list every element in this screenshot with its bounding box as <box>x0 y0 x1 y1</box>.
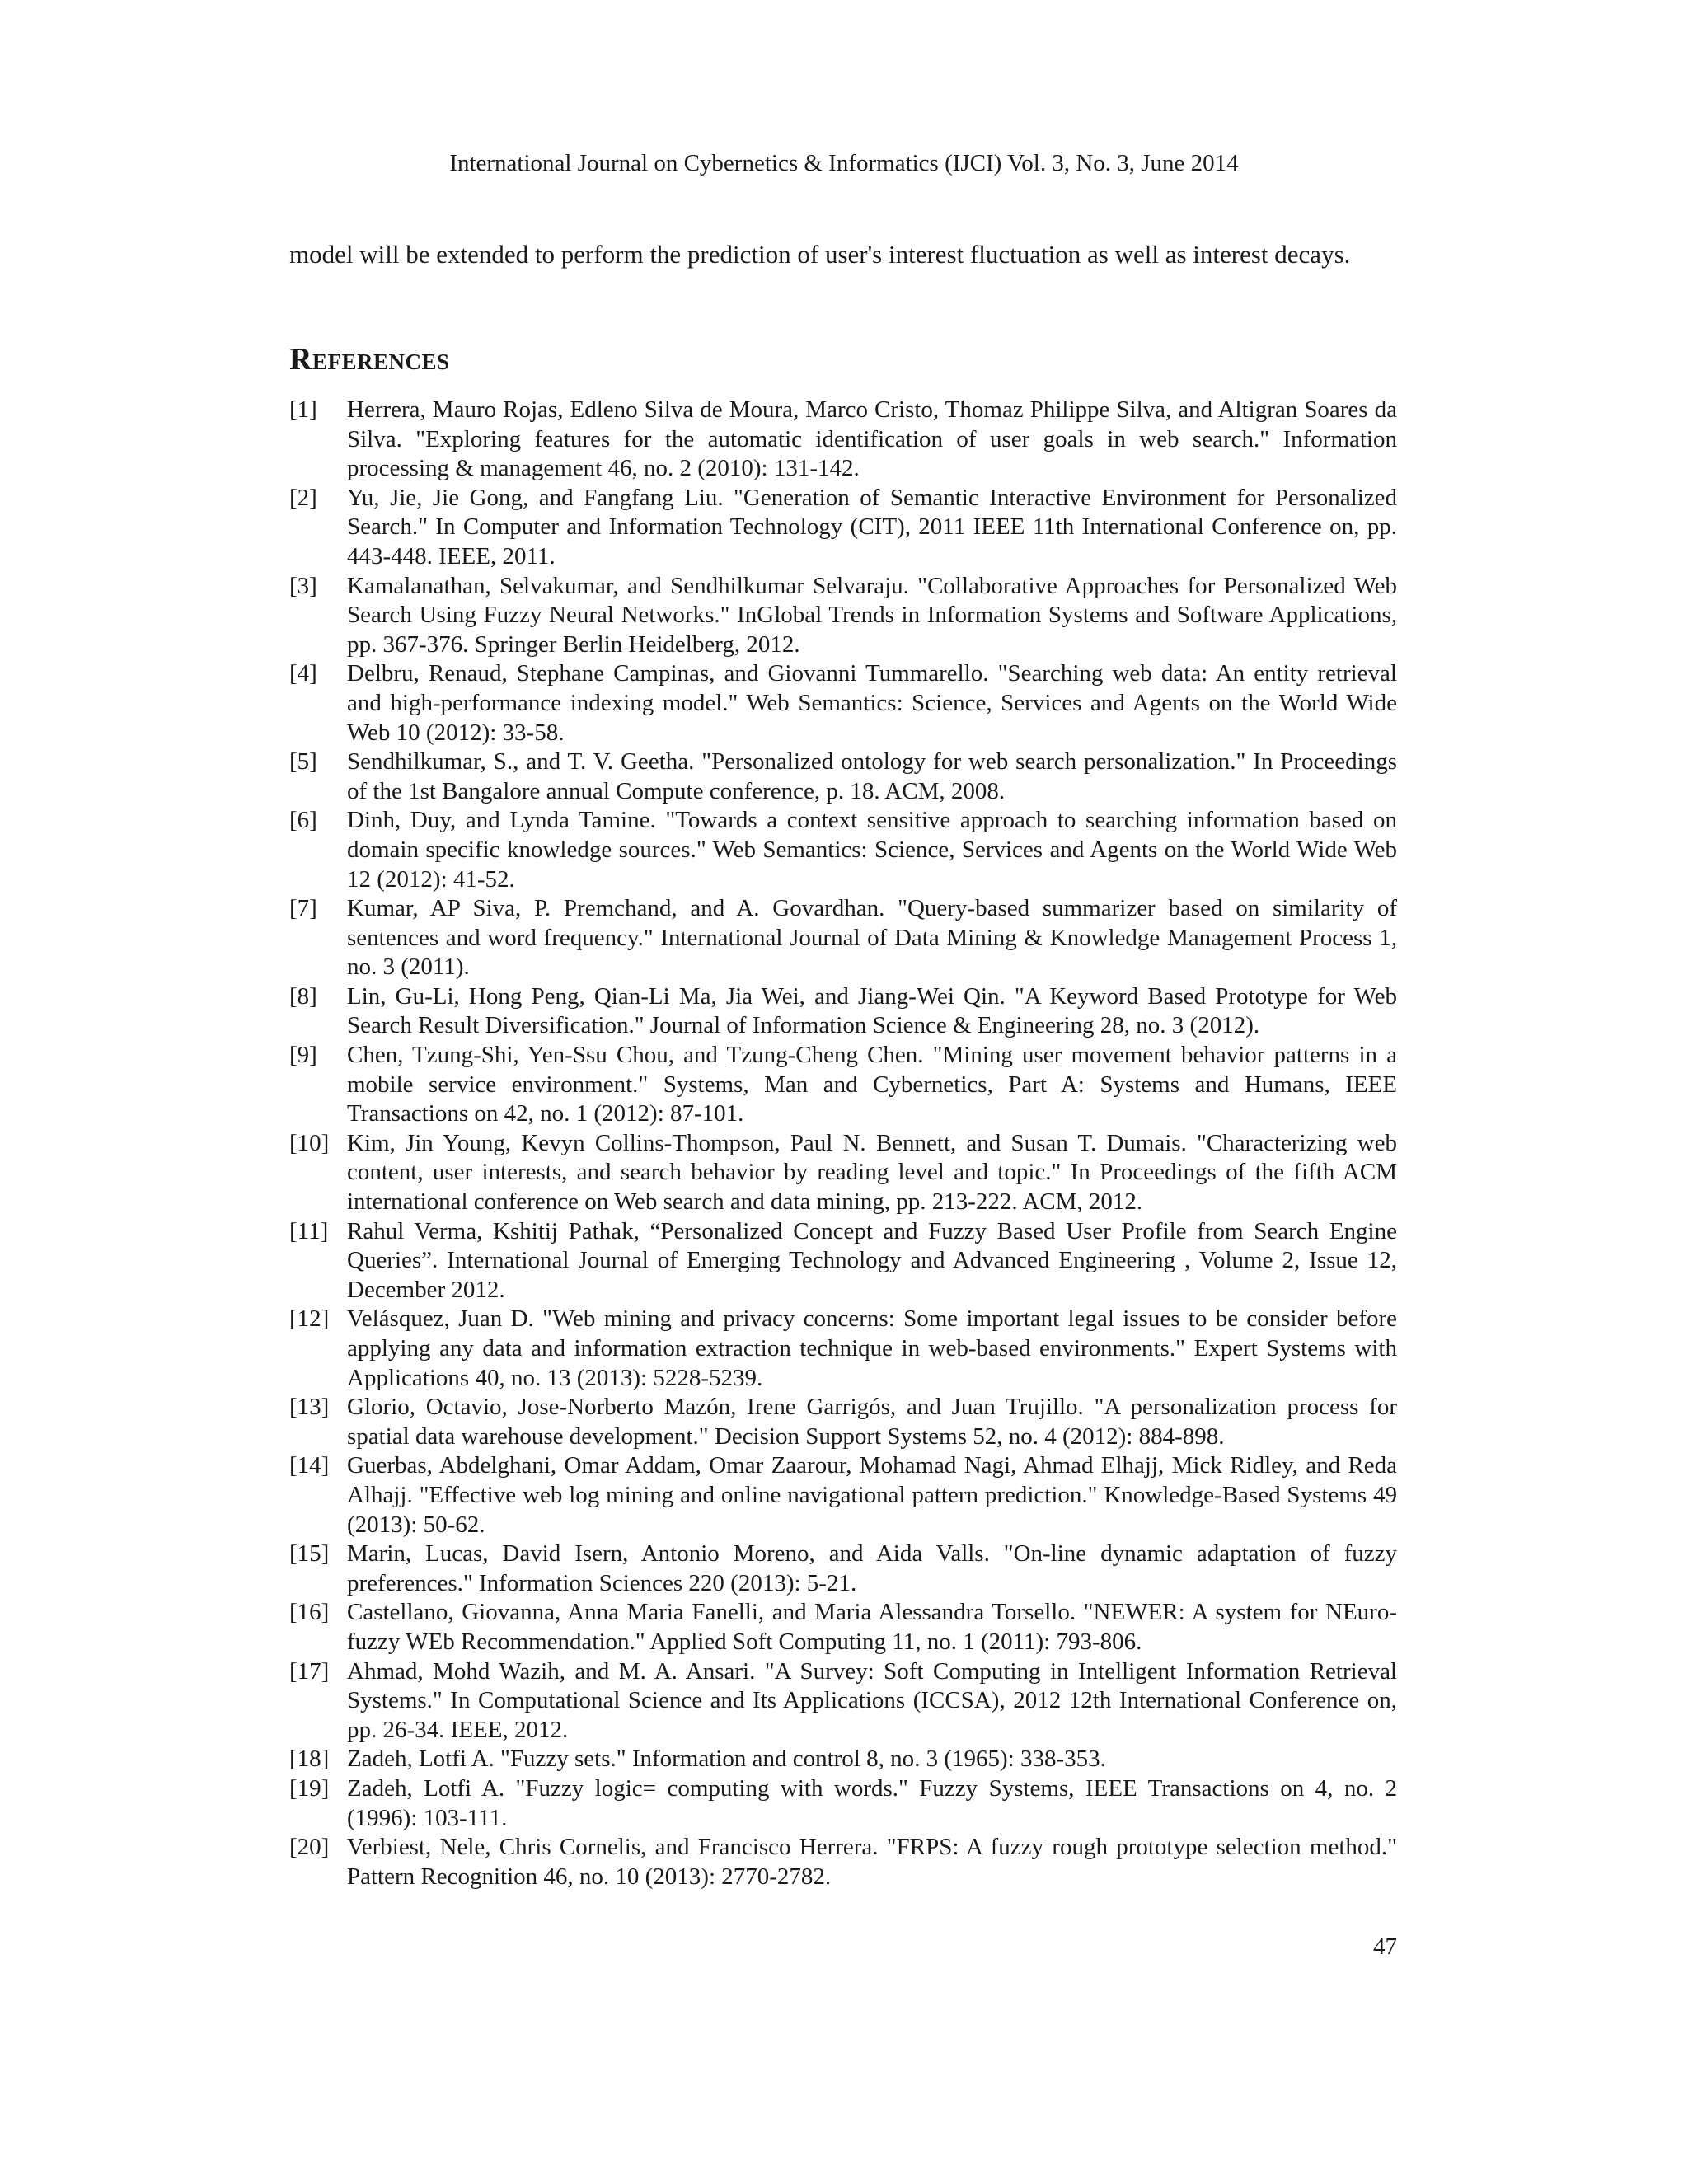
reference-number: [15] <box>289 1540 330 1568</box>
reference-item <box>289 1745 1397 1774</box>
reference-number: [11] <box>289 1217 329 1244</box>
reference-number: [2] <box>289 484 317 511</box>
reference-item <box>289 1774 1397 1833</box>
reference-number: [13] <box>289 1394 330 1421</box>
reference-number: [4] <box>289 660 317 687</box>
reference-item <box>289 1129 1397 1217</box>
reference-item <box>289 659 1397 748</box>
reference-item <box>289 982 1397 1041</box>
reference-number: [5] <box>289 748 317 776</box>
reference-number: [6] <box>289 807 317 834</box>
reference-text: Kumar, AP Siva, P. Premchand, and A. Govardhan. "Query-based summarizer based on similarity of sentences and word frequency." International Journal of Data Mining & Knowledge Management Process 1, no. 3 (2011). <box>347 895 1397 981</box>
reference-text: Herrera, Mauro Rojas, Edleno Silva de Moura, Marco Cristo, Thomaz Philippe Silva, and Altigran Soares da Silva. "Exploring features for the automatic identification of user goals in web search." Information processing & management 46, no. 2 (2010): 131-142. <box>347 396 1397 482</box>
reference-text: Zadeh, Lotfi A. "Fuzzy sets." Information and control 8, no. 3 (1965): 338-353. <box>347 1746 1106 1773</box>
reference-text: Guerbas, Abdelghani, Omar Addam, Omar Zaarour, Mohamad Nagi, Ahmad Elhajj, Mick Ridley, and Reda Alhajj. "Effective web log mining and online navigational pattern prediction." Knowledge-Based Systems 49 (2013): 50-62. <box>347 1452 1397 1538</box>
reference-text: Lin, Gu-Li, Hong Peng, Qian-Li Ma, Jia Wei, and Jiang-Wei Qin. "A Keyword Based Prototype for Web Search Result Diversification." Journal of Information Science & Engineering 28, no. 3 (2012). <box>347 982 1397 1039</box>
reference-number: [17] <box>289 1657 330 1685</box>
reference-text: Castellano, Giovanna, Anna Maria Fanelli, and Maria Alessandra Torsello. "NEWER: A system for NEuro-fuzzy WEb Recommendation." Applied Soft Computing 11, no. 1 (2011): 793-806. <box>347 1599 1397 1655</box>
reference-number: [18] <box>289 1746 330 1773</box>
reference-item <box>289 748 1397 806</box>
reference-text: Delbru, Renaud, Stephane Campinas, and Giovanni Tummarello. "Searching web data: An entity retrieval and high-performance indexing model." Web Semantics: Science, Services and Agents on the World Wide Web 10 (2012): 33-58. <box>347 660 1397 746</box>
reference-text: Marin, Lucas, David Isern, Antonio Moreno, and Aida Valls. "On-line dynamic adaptation of fuzzy preferences." Information Sciences 220 (2013): 5-21. <box>347 1540 1397 1596</box>
reference-text: Rahul Verma, Kshitij Pathak, “Personalized Concept and Fuzzy Based User Profile from Search Engine Queries”. International Journal of Emerging Technology and Advanced Engineering , Volume 2, Issue 12, December 2012. <box>347 1217 1397 1303</box>
reference-text: Kim, Jin Young, Kevyn Collins-Thompson, Paul N. Bennett, and Susan T. Dumais. "Characterizing web content, user interests, and search behavior by reading level and topic." In Proceedings of the fifth ACM international conference on Web search and data mining, pp. 213-222. ACM, 2012. <box>347 1129 1397 1216</box>
reference-item <box>289 1393 1397 1451</box>
reference-number: [7] <box>289 895 317 922</box>
reference-text: Zadeh, Lotfi A. "Fuzzy logic= computing with words." Fuzzy Systems, IEEE Transactions on 4, no. 2 (1996): 103-111. <box>347 1774 1397 1831</box>
reference-item <box>289 1657 1397 1746</box>
reference-text: Dinh, Duy, and Lynda Tamine. "Towards a context sensitive approach to searching information based on domain specific knowledge sources." Web Semantics: Science, Services and Agents on the World Wide Web 12 (2012): 41-52. <box>347 807 1397 893</box>
reference-text: Ahmad, Mohd Wazih, and M. A. Ansari. "A Survey: Soft Computing in Intelligent Information Retrieval Systems." In Computational Science and Its Applications (ICCSA), 2012 12th International Conference on, pp. 26-34. IEEE, 2012. <box>347 1657 1397 1743</box>
reference-number: [8] <box>289 982 317 1010</box>
reference-item <box>289 1540 1397 1598</box>
reference-item <box>289 1217 1397 1305</box>
reference-text: Velásquez, Juan D. "Web mining and privacy concerns: Some important legal issues to be consider before applying any data and information extraction technique in web-based environments." Expert Systems with Applications 40, no. 13 (2013): 5228-5239. <box>347 1305 1397 1391</box>
reference-number: [10] <box>289 1129 330 1156</box>
reference-text: Yu, Jie, Jie Gong, and Fangfang Liu. "Generation of Semantic Interactive Environment for Personalized Search." In Computer and Information Technology (CIT), 2011 IEEE 11th International Conference on, pp. 443-448. IEEE, 2011. <box>347 484 1397 569</box>
reference-text: Kamalanathan, Selvakumar, and Sendhilkumar Selvaraju. "Collaborative Approaches for Personalized Web Search Using Fuzzy Neural Networks." InGlobal Trends in Information Systems and Software Applications, pp. 367-376. Springer Berlin Heidelberg, 2012. <box>347 572 1397 658</box>
reference-item <box>289 396 1397 484</box>
reference-text: Chen, Tzung-Shi, Yen-Ssu Chou, and Tzung-Cheng Chen. "Mining user movement behavior patterns in a mobile service environment." Systems, Man and Cybernetics, Part A: Systems and Humans, IEEE Transactions on 42, no. 1 (2012): 87-101. <box>347 1042 1397 1127</box>
reference-text: Sendhilkumar, S., and T. V. Geetha. "Personalized ontology for web search personalization." In Proceedings of the 1st Bangalore annual Compute conference, p. 18. ACM, 2008. <box>347 748 1397 804</box>
reference-number: [19] <box>289 1774 330 1802</box>
reference-number: [16] <box>289 1599 330 1626</box>
reference-item <box>289 1451 1397 1540</box>
intro-paragraph: model will be extended to perform the prediction of user's interest fluctuation as well as interest decays. <box>289 240 1351 269</box>
reference-number: [9] <box>289 1042 317 1069</box>
reference-item <box>289 1305 1397 1393</box>
reference-number: [14] <box>289 1452 330 1479</box>
reference-item <box>289 1041 1397 1129</box>
reference-text: Verbiest, Nele, Chris Cornelis, and Francisco Herrera. "FRPS: A fuzzy rough prototype selection method." Pattern Recognition 46, no. 10 (2013): 2770-2782. <box>347 1834 1397 1890</box>
reference-number: [20] <box>289 1834 330 1861</box>
page-number: 47 <box>1373 1933 1397 1960</box>
reference-number: [3] <box>289 572 317 599</box>
reference-list <box>289 396 1397 1891</box>
reference-item <box>289 806 1397 894</box>
reference-text: Glorio, Octavio, Jose-Norberto Mazón, Irene Garrigós, and Juan Trujillo. "A personalization process for spatial data warehouse development." Decision Support Systems 52, no. 4 (2012): 884-898. <box>347 1394 1397 1450</box>
reference-item <box>289 572 1397 660</box>
reference-item <box>289 1833 1397 1891</box>
references-heading: References <box>289 342 450 377</box>
reference-number: [1] <box>289 396 317 423</box>
reference-item <box>289 1598 1397 1657</box>
reference-item <box>289 894 1397 982</box>
reference-number: [12] <box>289 1305 330 1333</box>
reference-item <box>289 484 1397 572</box>
running-header: International Journal on Cybernetics & Informatics (IJCI) Vol. 3, No. 3, June 2014 <box>449 150 1239 176</box>
